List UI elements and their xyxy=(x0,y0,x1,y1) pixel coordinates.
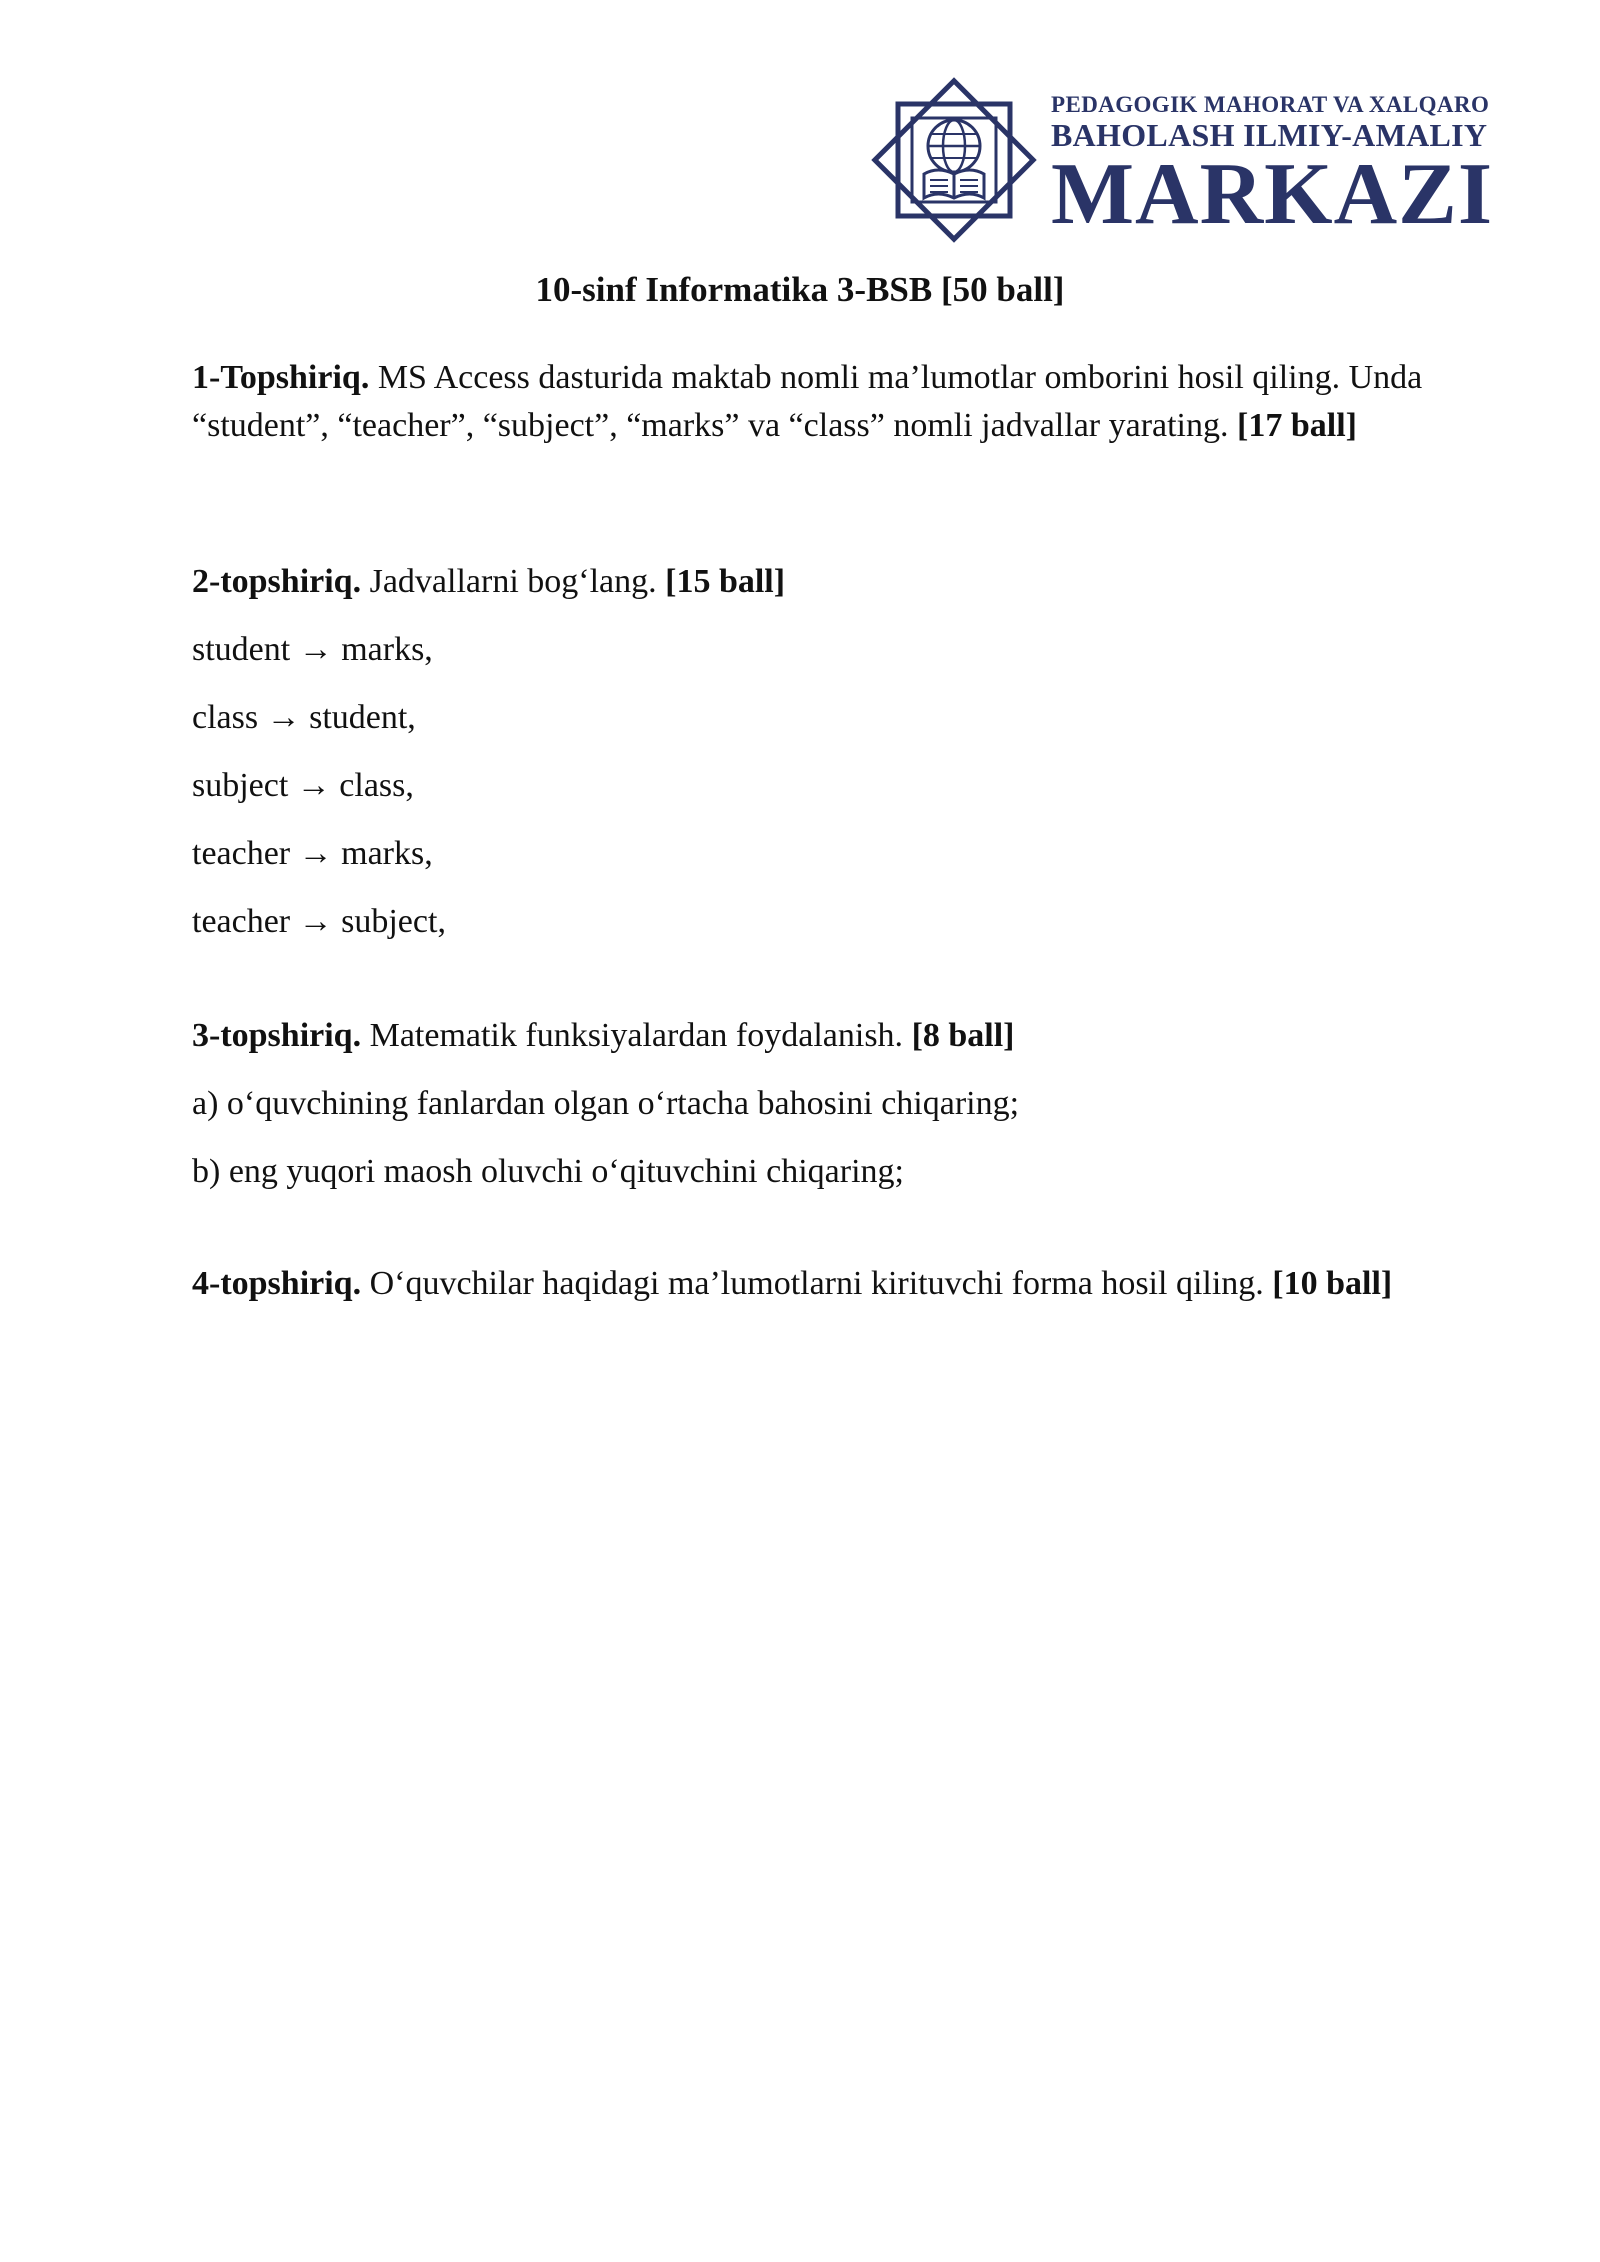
subtask-item: b) eng yuqori maosh oluvchi o‘qituvchini chiqaring; xyxy=(192,1153,904,1190)
task-4-label: 4-topshiriq. xyxy=(192,1265,362,1302)
relation-item: subject → class, xyxy=(192,767,414,804)
relation-item: teacher → subject, xyxy=(192,903,446,940)
task-1-text xyxy=(192,354,1532,450)
subtask-item: a) o‘quvchining fanlardan olgan o‘rtacha bahosini chiqaring; xyxy=(192,1085,1020,1122)
task-1-points: [17 ball] xyxy=(1237,407,1357,444)
org-name-line2: BAHOLASH ILMIY-AMALIY xyxy=(1051,117,1488,153)
task-3-points: [8 ball] xyxy=(911,1017,1015,1054)
emblem-globe-book-icon xyxy=(868,74,1040,246)
relation-item: class → student, xyxy=(192,699,416,736)
org-name-line1: PEDAGOGIK MAHORAT VA XALQARO xyxy=(1051,92,1490,117)
relation-item: teacher → marks, xyxy=(192,835,433,872)
task-2-points: [15 ball] xyxy=(665,563,786,600)
task-2-body: Jadvallarni bog‘lang. xyxy=(361,563,666,600)
org-name xyxy=(1051,92,1521,243)
task-2 xyxy=(192,558,1532,606)
task-1 xyxy=(192,354,1532,450)
task-3-body: Matematik funksiyalardan foydalanish. xyxy=(361,1017,912,1054)
task-3-text xyxy=(192,1012,1532,1060)
document-title: 10-sinf Informatika 3-BSB [50 ball] xyxy=(535,270,1065,309)
org-name-line3: MARKAZI xyxy=(1051,146,1494,243)
task-4-points: [10 ball] xyxy=(1272,1265,1393,1302)
task-4-text xyxy=(192,1260,1532,1308)
task-4 xyxy=(192,1260,1532,1308)
task-2-text xyxy=(192,558,1532,606)
task-1-body: MS Access dasturida maktab nomli ma’lumotlar omborini hosil qiling. Unda “student”, “teacher”, “subject”, “marks” va “class” nomli jadvallar yarating. xyxy=(192,359,1423,444)
relation-item: student → marks, xyxy=(192,631,433,668)
header-logo xyxy=(868,74,1518,246)
task-4-body: O‘quvchilar haqidagi ma’lumotlarni kirituvchi forma hosil qiling. xyxy=(361,1265,1273,1302)
task-2-label: 2-topshiriq. xyxy=(192,563,362,600)
task-3-label: 3-topshiriq. xyxy=(192,1017,362,1054)
task-1-label: 1-Topshiriq. xyxy=(192,359,370,396)
task-3 xyxy=(192,1012,1532,1060)
